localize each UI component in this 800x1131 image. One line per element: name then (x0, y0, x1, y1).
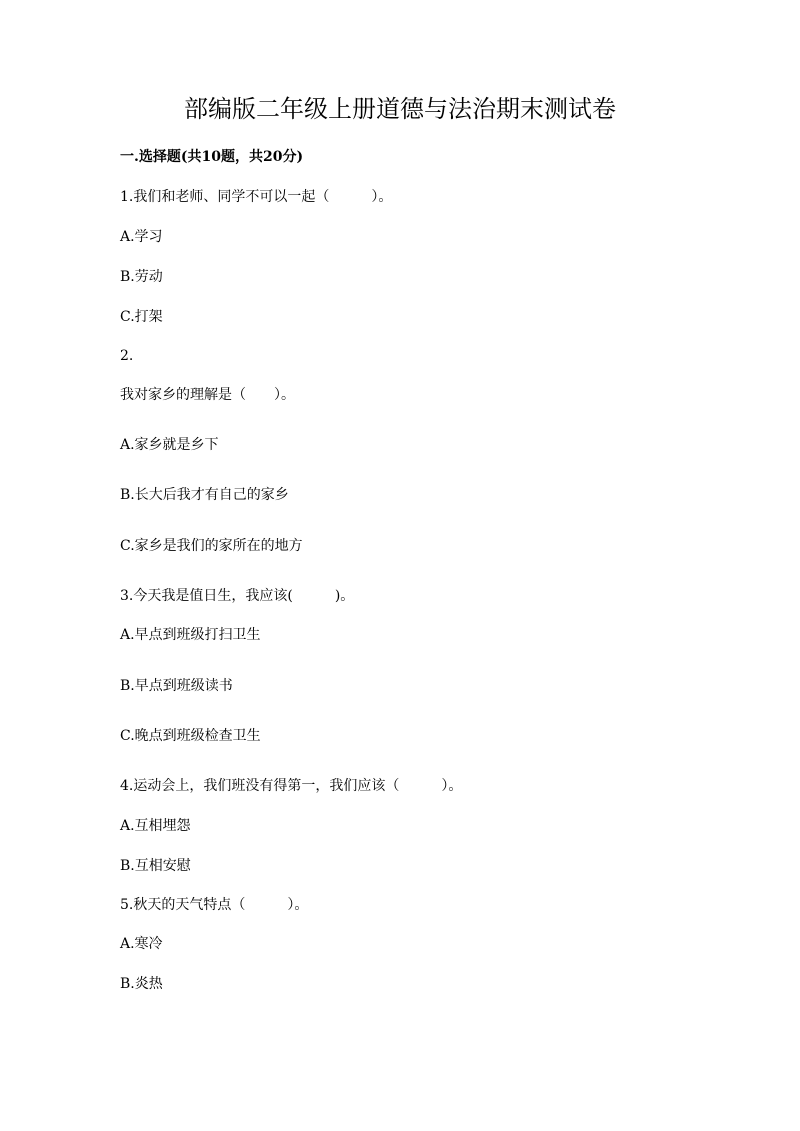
question-3-option-a: A.早点到班级打扫卫生 (120, 627, 261, 643)
question-4-option-a: A.互相埋怨 (120, 818, 191, 834)
question-5-stem: 5.秋天的天气特点（ ）。 (120, 897, 309, 913)
question-1-stem: 1.我们和老师、同学不可以一起（ ）。 (120, 189, 393, 205)
question-2-option-c: C.家乡是我们的家所在的地方 (120, 538, 303, 554)
question-2-number: 2. (120, 348, 134, 364)
question-3-option-b: B.早点到班级读书 (120, 678, 233, 694)
section-heading: 一.选择题(共10题，共20分) (120, 149, 304, 165)
question-1-option-a: A.学习 (120, 229, 163, 245)
question-1-option-b: B.劳动 (120, 269, 163, 285)
question-5-option-b: B.炎热 (120, 976, 163, 992)
question-2-stem: 我对家乡的理解是（ ）。 (120, 387, 295, 403)
question-5-option-a: A.寒冷 (120, 936, 163, 952)
question-3-option-c: C.晚点到班级检查卫生 (120, 728, 261, 744)
page-title: 部编版二年级上册道德与法治期末测试卷 (184, 95, 616, 123)
question-2-option-b: B.长大后我才有自己的家乡 (120, 487, 289, 503)
question-3-stem: 3.今天我是值日生，我应该( )。 (120, 588, 355, 604)
question-1-option-c: C.打架 (120, 309, 163, 325)
question-4-option-b: B.互相安慰 (120, 858, 191, 874)
question-4-stem: 4.运动会上，我们班没有得第一，我们应该（ ）。 (120, 778, 463, 794)
question-2-option-a: A.家乡就是乡下 (120, 437, 219, 453)
